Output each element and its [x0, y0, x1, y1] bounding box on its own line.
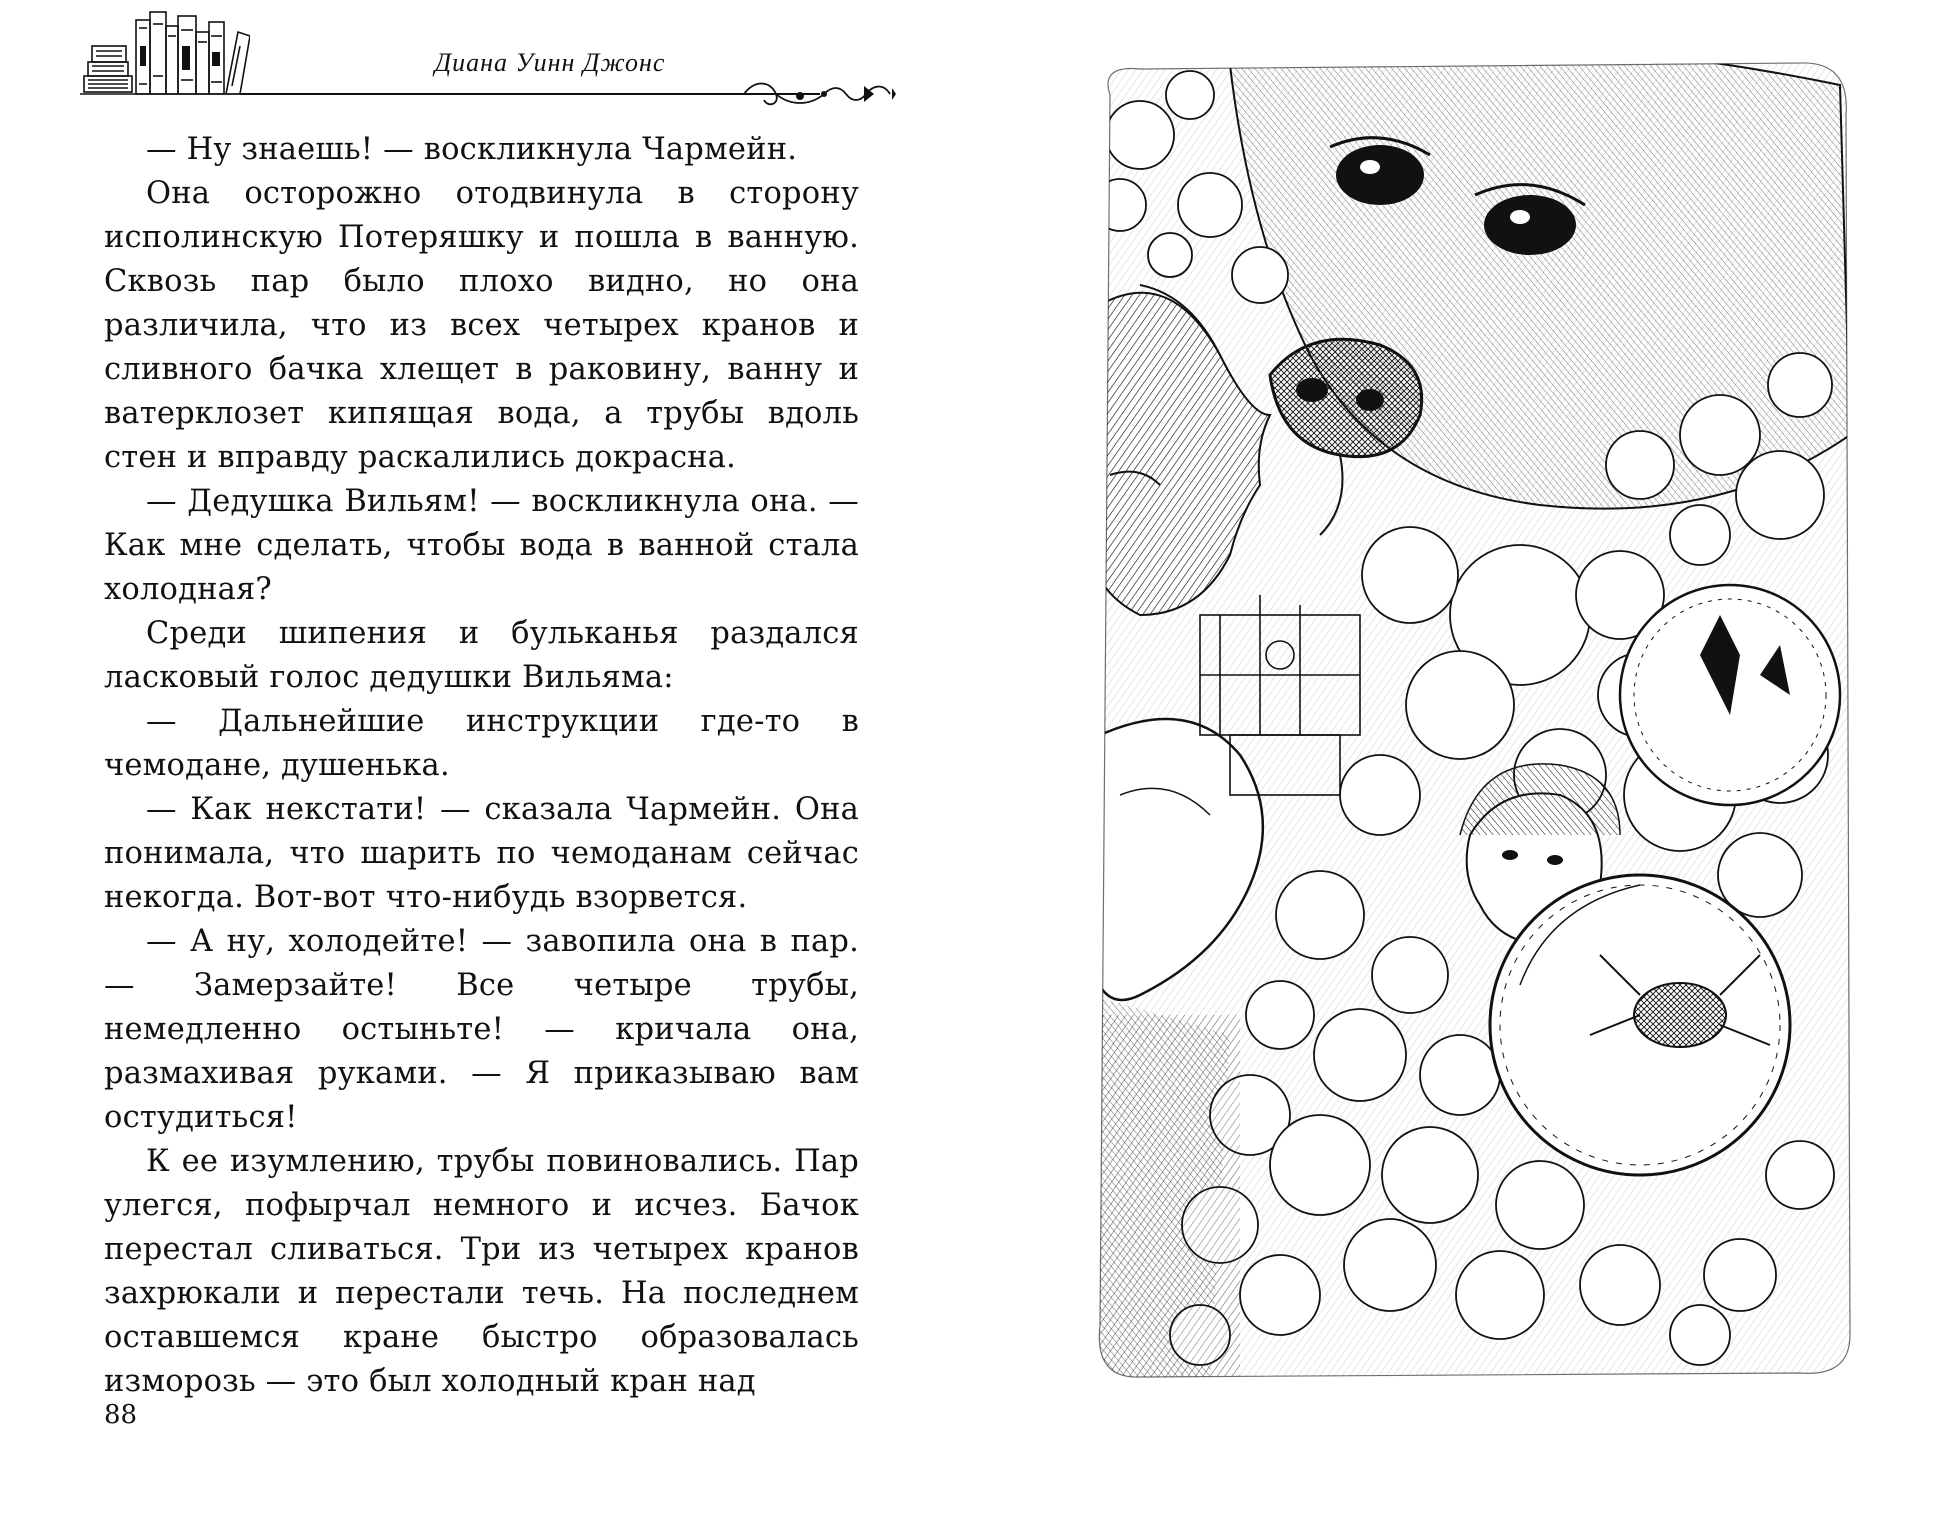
left-page — [0, 0, 960, 1533]
paragraph: — Как некстати! — сказала Чармейн. Она понимала, что шарить по чемоданам сейчас некогда. Вот-вот что-нибудь взорвется. — [104, 792, 859, 915]
running-head — [80, 6, 892, 106]
right-page — [960, 0, 1956, 1533]
paragraph: К ее изумлению, трубы повиновались. Пар улегся, пофырчал немного и исчез. Бачок перестал сливаться. Три из четырех кранов захрюкали и перестали течь. На последнем оставшемся кране быстро образовалась изморозь — это был холодный кран над — [104, 1144, 859, 1399]
paragraph: — Дальнейшие инструкции где-то в чемодане, душенька. — [104, 704, 859, 783]
glass-sphere — [1490, 875, 1790, 1175]
page-number: 88 — [104, 1400, 138, 1430]
stack-of-books-icon — [80, 6, 250, 98]
flourish-ornament-icon — [740, 76, 896, 116]
pen-ink-illustration-icon — [1080, 55, 1860, 1385]
header-rule — [240, 93, 820, 95]
body-text — [104, 128, 859, 1404]
running-title: Диана Уинн Джонс — [434, 48, 666, 77]
paragraph: — Ну знаешь! — воскликнула Чармейн. — [146, 132, 798, 167]
paragraph: — Дедушка Вильям! — воскликнула она. — Как мне сделать, чтобы вода в ванной стала холодная? — [104, 484, 859, 607]
paragraph: Она осторожно отодвинула в сторону исполинскую Потеряшку и пошла в ванную. Сквозь пар было плохо видно, но она различила, что из всех четырех кранов и сливного бачка хлещет в раковину, ванну и ватерклозет кипящая вода, а трубы вдоль стен и вправду раскалились докрасна. — [104, 176, 859, 475]
small-sphere — [1620, 585, 1840, 805]
paragraph: Среди шипения и бульканья раздался ласковый голос дедушки Вильяма: — [104, 616, 859, 695]
paragraph: — А ну, холодейте! — завопила она в пар. — Замерзайте! Все четыре трубы, немедленно остыньте! — кричала она, размахивая руками. — Я приказываю вам остудиться! — [104, 924, 859, 1135]
